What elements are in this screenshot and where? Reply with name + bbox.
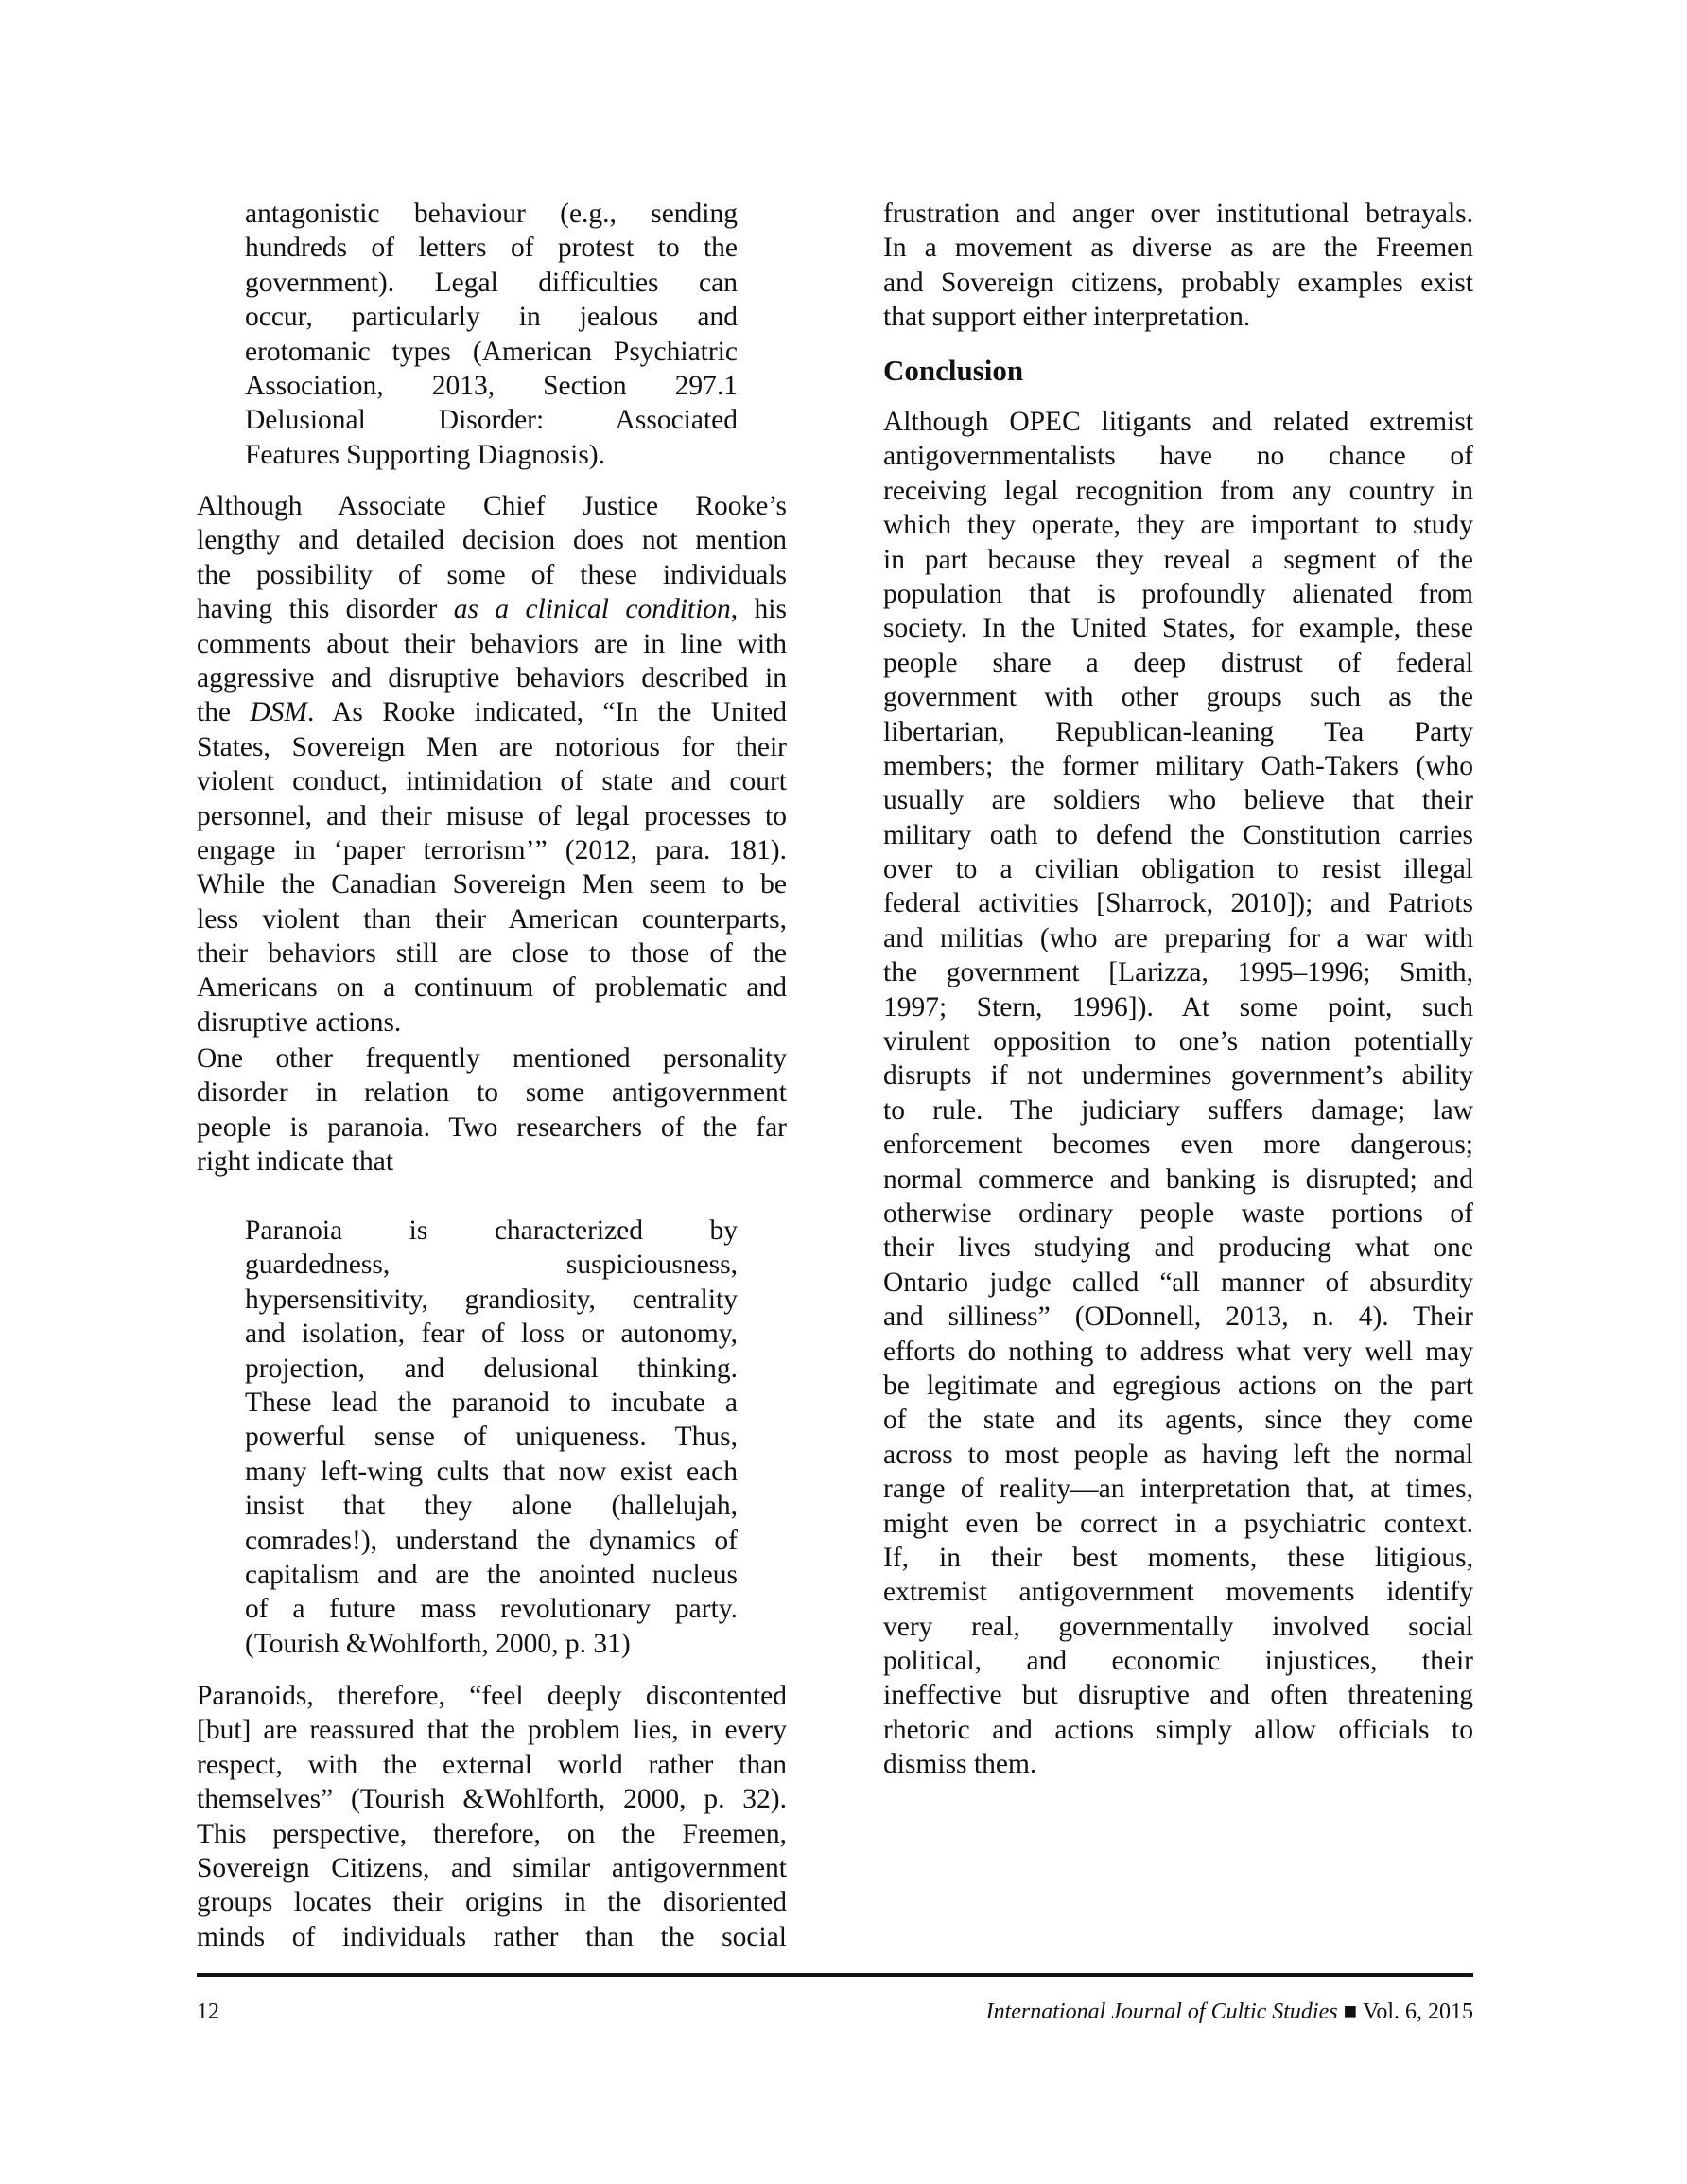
text-line: dismiss them.: [883, 1749, 1037, 1780]
text-line: usually are soldiers who believe that their: [883, 785, 1473, 816]
text-line: comrades!), understand the dynamics of: [245, 1525, 738, 1556]
text-line: of the state and its agents, since they come: [883, 1405, 1473, 1436]
journal-title: International Journal of Cultic Studies: [985, 2000, 1338, 2024]
text-line: antigovernmentalists have no chance of: [883, 441, 1473, 472]
text-line: government). Legal difficulties can: [245, 267, 738, 298]
emphasis: DSM: [250, 697, 308, 728]
block-quote-delusional-disorder: [245, 197, 738, 472]
text-line: military oath to defend the Constitution carries: [883, 819, 1473, 850]
text-line: and Sovereign citizens, probably examples exist: [883, 267, 1473, 298]
text-line: aggressive and disruptive behaviors described in: [197, 662, 787, 693]
text-line: of a future mass revolutionary party.: [245, 1594, 738, 1625]
section-heading-conclusion: Conclusion: [883, 354, 1024, 387]
text-line: frustration and anger over institutional betrayals.: [883, 199, 1473, 229]
text-line: efforts do nothing to address what very well may: [883, 1336, 1473, 1367]
text-line: personnel, and their misuse of legal processes to: [197, 800, 787, 831]
text-line: Although Associate Chief Justice Rooke’s: [197, 491, 787, 521]
emphasis: as a clinical condition: [453, 594, 731, 625]
text-line: that support either interpretation.: [883, 302, 1251, 333]
text-line: in part because they reveal a segment of the: [883, 544, 1473, 575]
text-line: many left-wing cults that now exist each: [245, 1456, 738, 1487]
text-line: (Tourish &Wohlforth, 2000, p. 31): [245, 1628, 631, 1659]
text-line: minds of individuals rather than the social: [197, 1921, 787, 1952]
text-line: and silliness” (ODonnell, 2013, n. 4). Their: [883, 1302, 1473, 1333]
text-line: federal activities [Sharrock, 2010]); and Patriots: [883, 888, 1473, 919]
text-line: One other frequently mentioned personality: [197, 1043, 787, 1074]
text-line: In a movement as diverse as are the Freemen: [883, 233, 1473, 264]
text-line: antagonistic behaviour (e.g., sending: [245, 199, 738, 229]
text-line: This perspective, therefore, on the Freemen,: [197, 1818, 787, 1849]
text-line: While the Canadian Sovereign Men seem to be: [197, 869, 787, 900]
text-line: enforcement becomes even more dangerous;: [883, 1129, 1473, 1161]
text-line: engage in ‘paper terrorism’” (2012, para. 181).: [197, 834, 787, 865]
text-line: members; the former military Oath-Takers (who: [883, 750, 1473, 781]
text-line: disruptive actions.: [197, 1006, 402, 1038]
text-line: government with other groups such as the: [883, 682, 1473, 713]
paragraph-frustration: [883, 197, 1473, 335]
text-line: right indicate that: [197, 1146, 394, 1178]
text-line: Delusional Disorder: Associated: [245, 405, 738, 436]
text-line: otherwise ordinary people waste portions of: [883, 1197, 1473, 1229]
text-line: insist that they alone (hallelujah,: [245, 1491, 738, 1522]
text-line: disorder in relation to some antigovernment: [197, 1077, 787, 1109]
text-line: themselves” (Tourish &Wohlforth, 2000, p. 32).: [197, 1784, 787, 1815]
text-line: Americans on a continuum of problematic and: [197, 972, 787, 1004]
text-line: Paranoids, therefore, “feel deeply discontented: [197, 1681, 787, 1711]
text-line: Although OPEC litigants and related extremist: [883, 407, 1473, 437]
text-line: their behaviors still are close to those of the: [197, 938, 787, 970]
text-line: which they operate, they are important to study: [883, 510, 1473, 541]
text-line: people is paranoia. Two researchers of the far: [197, 1111, 787, 1143]
text-line: over to a civilian obligation to resist illegal: [883, 854, 1473, 885]
paragraph-rooke-decision: [197, 489, 787, 1040]
text-line: hypersensitivity, grandiosity, centrality: [245, 1284, 738, 1315]
text-line: disrupts if not undermines government’s ability: [883, 1060, 1473, 1092]
text-line: to rule. The judiciary suffers damage; law: [883, 1094, 1473, 1126]
text-line: people share a deep distrust of federal: [883, 647, 1473, 678]
footer-rule: [197, 1973, 1473, 1977]
text-line: comments about their behaviors are in line with: [197, 628, 787, 659]
text-line: lengthy and detailed decision does not mention: [197, 525, 787, 556]
text-line: ineffective but disruptive and often threatening: [883, 1680, 1473, 1711]
text-line: hundreds of letters of protest to the: [245, 233, 738, 264]
text-line: Features Supporting Diagnosis).: [245, 439, 606, 470]
text-line: their lives studying and producing what one: [883, 1232, 1473, 1264]
text-line: normal commerce and banking is disrupted; and: [883, 1163, 1473, 1195]
text-line: erotomanic types (American Psychiatric: [245, 336, 738, 367]
text-line: virulent opposition to one’s nation potentially: [883, 1026, 1473, 1057]
text-line: political, and economic injustices, their: [883, 1646, 1473, 1677]
text-line: libertarian, Republican-leaning Tea Party: [883, 716, 1473, 747]
text-line: Ontario judge called “all manner of absurdity: [883, 1267, 1473, 1298]
text-line: respect, with the external world rather than: [197, 1749, 787, 1780]
paragraph-conclusion: [883, 405, 1473, 1782]
text-line: powerful sense of uniqueness. Thus,: [245, 1422, 738, 1453]
text-line: might even be correct in a psychiatric context.: [883, 1508, 1473, 1539]
text-line: less violent than their American counterparts,: [197, 903, 787, 935]
text-line: range of reality—an interpretation that, at times,: [883, 1474, 1473, 1505]
text-line: population that is profoundly alienated from: [883, 578, 1473, 609]
text-line: and isolation, fear of loss or autonomy,: [245, 1319, 738, 1350]
text-line: occur, particularly in jealous and: [245, 302, 738, 333]
text-line: 1997; Stern, 1996]). At some point, such: [883, 991, 1473, 1022]
paragraph-paranoids: [197, 1679, 787, 1954]
text-line: States, Sovereign Men are notorious for their: [197, 731, 787, 762]
text-line: rhetoric and actions simply allow officials to: [883, 1714, 1473, 1745]
text-line: receiving legal recognition from any country in: [883, 475, 1473, 506]
text-line: the DSM. As Rooke indicated, “In the United: [197, 697, 787, 728]
text-line: [but] are reassured that the problem lies, in every: [197, 1715, 787, 1746]
text-line: across to most people as having left the normal: [883, 1439, 1473, 1470]
separator-square-icon: ■: [1343, 2000, 1358, 2024]
text-line: having this disorder as a clinical condition, his: [197, 594, 787, 625]
text-line: Sovereign Citizens, and similar antigovernment: [197, 1852, 787, 1883]
text-line: be legitimate and egregious actions on the part: [883, 1370, 1473, 1401]
text-line: projection, and delusional thinking.: [245, 1353, 738, 1384]
text-line: the government [Larizza, 1995–1996; Smith,: [883, 957, 1473, 988]
running-footer: [986, 1998, 1473, 2026]
page-number: 12: [197, 2000, 219, 2024]
text-line: Association, 2013, Section 297.1: [245, 370, 738, 401]
text-line: Paranoia is characterized by: [245, 1215, 738, 1246]
text-line: extremist antigovernment movements identify: [883, 1577, 1473, 1608]
text-line: the possibility of some of these individuals: [197, 559, 787, 590]
block-quote-paranoia: [245, 1214, 738, 1661]
text-line: and militias (who are preparing for a war with: [883, 922, 1473, 953]
text-line: groups locates their origins in the disoriented: [197, 1887, 787, 1918]
paragraph-paranoia-intro: [197, 1041, 787, 1179]
text-line: society. In the United States, for example, these: [883, 613, 1473, 644]
text-line: guardedness, suspiciousness,: [245, 1249, 738, 1281]
text-line: very real, governmentally involved social: [883, 1611, 1473, 1642]
text-line: These lead the paranoid to incubate a: [245, 1387, 738, 1418]
text-line: If, in their best moments, these litigious,: [883, 1542, 1473, 1573]
volume-year: Vol. 6, 2015: [1363, 2000, 1473, 2024]
text-line: violent conduct, intimidation of state and court: [197, 766, 787, 797]
text-line: capitalism and are the anointed nucleus: [245, 1559, 738, 1590]
